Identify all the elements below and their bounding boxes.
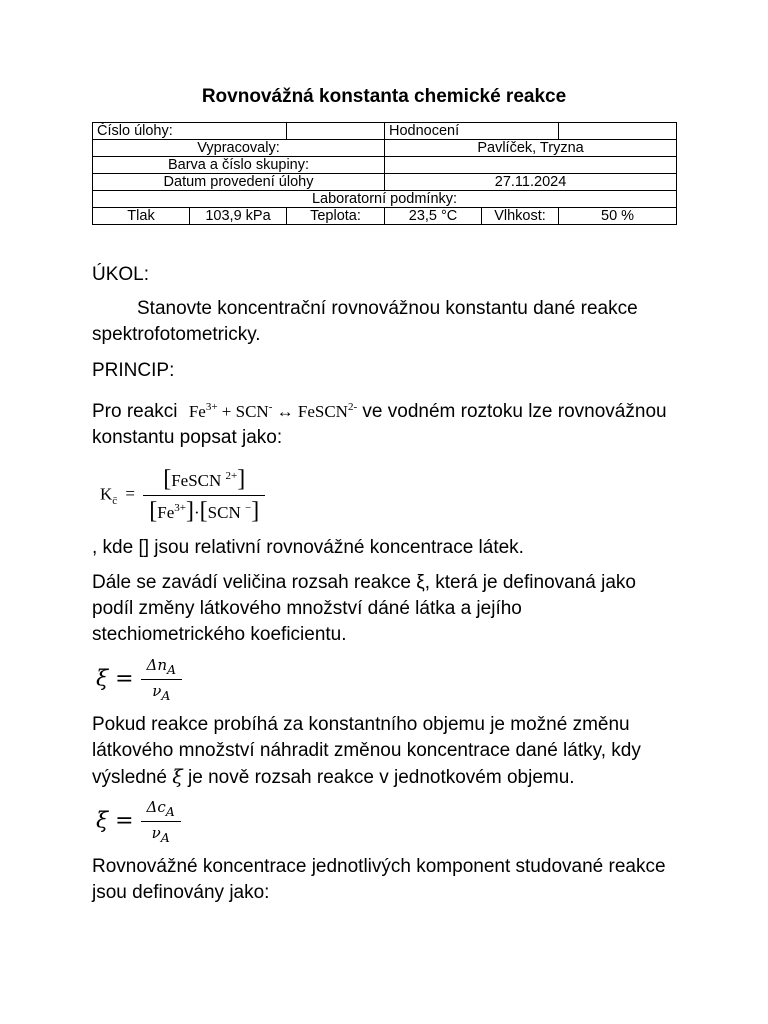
fe-species: Fe [188, 402, 206, 421]
nu: ν [151, 824, 161, 842]
temperature-label: Teplota: [287, 208, 385, 225]
delta-n: Δn [146, 656, 168, 674]
table-row [93, 157, 677, 174]
group-label: Barva a číslo skupiny: [93, 157, 385, 174]
task-no-value [287, 123, 385, 140]
k-denominator: $[Fe^{3+}]\cdot[SCN$ −] [149, 498, 260, 524]
table-row [93, 174, 677, 191]
grading-label: Hodnocení [385, 123, 559, 140]
extent-paragraph: Dále se zavádí veličina rozsah reakce ξ, která je definovaná jako podíl změny látkového množství dáné látka a jejího stechiometrického koeficientu. [92, 572, 636, 645]
table-row [93, 140, 677, 157]
constant-volume-text-end: je nově rozsah reakce v jednotkovém objemu. [188, 767, 575, 788]
scn-charge: - [268, 401, 273, 413]
k-symbol: K [100, 484, 113, 504]
task-no-label: Číslo úlohy: [93, 123, 287, 140]
xi-denominator [141, 680, 183, 703]
lab-info-table [92, 122, 677, 225]
princip-heading: PRINCIP: [92, 360, 175, 381]
xi-lhs: ξ = [96, 808, 134, 834]
product-charge: 2- [347, 401, 358, 413]
equilibrium-paragraph: Rovnovážné koncentrace jednotlivých komponent studované reakce jsou definovány jako: [92, 856, 666, 903]
numerator-species: FeSCN [171, 471, 222, 490]
denominator-scn: SCN [207, 503, 241, 522]
reaction-paragraph [92, 394, 672, 451]
table-row [93, 191, 677, 208]
equals-sign: = [125, 484, 136, 504]
lab-conditions-label: Laboratorní podmínky: [93, 191, 677, 208]
extent-formula-2 [96, 798, 181, 845]
ukol-heading: ÚKOL: [92, 264, 150, 285]
k-numerator: [FeSCN $^{2+}$] [143, 466, 265, 496]
delta-c: Δc [146, 798, 166, 816]
fe-charge: 3+ [205, 401, 218, 413]
date-value: 27.11.2024 [385, 174, 677, 191]
denominator-fe: Fe [157, 503, 175, 522]
reaction-prefix: Pro reakci [92, 401, 178, 422]
prepared-by-value: Pavlíček, Tryzna [385, 140, 677, 157]
xi-fraction [141, 798, 181, 845]
xi-fraction [141, 656, 183, 703]
multiply-dot: · [193, 503, 200, 522]
temperature-value: 23,5 °C [385, 208, 482, 225]
xi-denominator [141, 822, 181, 845]
constant-volume-text: Pokud reakce probíhá za konstantního objemu je možné změnu látkového množství náhradit změnou koncentrace dané látky, kdy výsledné [92, 714, 641, 788]
xi-numerator [141, 656, 183, 680]
bracket-note: , kde [] jsou relativní rovnovážné koncentrace látek. [92, 537, 524, 558]
denominator-sub: A [161, 688, 171, 703]
date-label: Datum provedení úlohy [93, 174, 385, 191]
k-subscript: c̄ [112, 494, 118, 507]
xi-lhs: ξ = [96, 666, 134, 692]
denominator-sub: A [160, 830, 170, 845]
k-fraction [143, 466, 265, 525]
nu: ν [152, 682, 162, 700]
denominator-fe-charge: 3+ [174, 502, 186, 514]
grading-value [559, 123, 677, 140]
numerator-sub: A [167, 662, 177, 677]
scn-species: SCN [235, 402, 269, 421]
humidity-label: Vlhkost: [482, 208, 559, 225]
table-row [93, 123, 677, 140]
product-species: FeSCN [297, 402, 348, 421]
pressure-label: Tlak [93, 208, 190, 225]
group-value [385, 157, 677, 174]
pressure-value: 103,9 kPa [190, 208, 287, 225]
denominator-scn-charge: − [244, 502, 252, 514]
page-title: Rovnovážná konstanta chemické reakce [201, 86, 567, 107]
reaction-suffix: ve vodném roztoku lze rovnovážnou konstantu popsat jako: [92, 401, 667, 448]
ukol-body: Stanovte koncentrační rovnovážnou konstantu dané reakce spektrofotometricky. [92, 298, 638, 345]
table-row [93, 208, 677, 225]
extent-formula-1 [96, 656, 182, 703]
xi-symbol: ξ [172, 766, 183, 788]
equilibrium-constant-formula [100, 466, 265, 525]
constant-volume-paragraph [92, 712, 682, 791]
xi-numerator [141, 798, 181, 822]
equilibrium-arrow-icon: ↔ [276, 402, 294, 421]
numerator-sub: A [165, 804, 175, 819]
plus-sign: + [221, 402, 232, 421]
reaction-equation [189, 402, 357, 421]
prepared-by-label: Vypracovaly: [93, 140, 385, 157]
numerator-charge: 2+ [225, 470, 238, 482]
humidity-value: 50 % [559, 208, 677, 225]
